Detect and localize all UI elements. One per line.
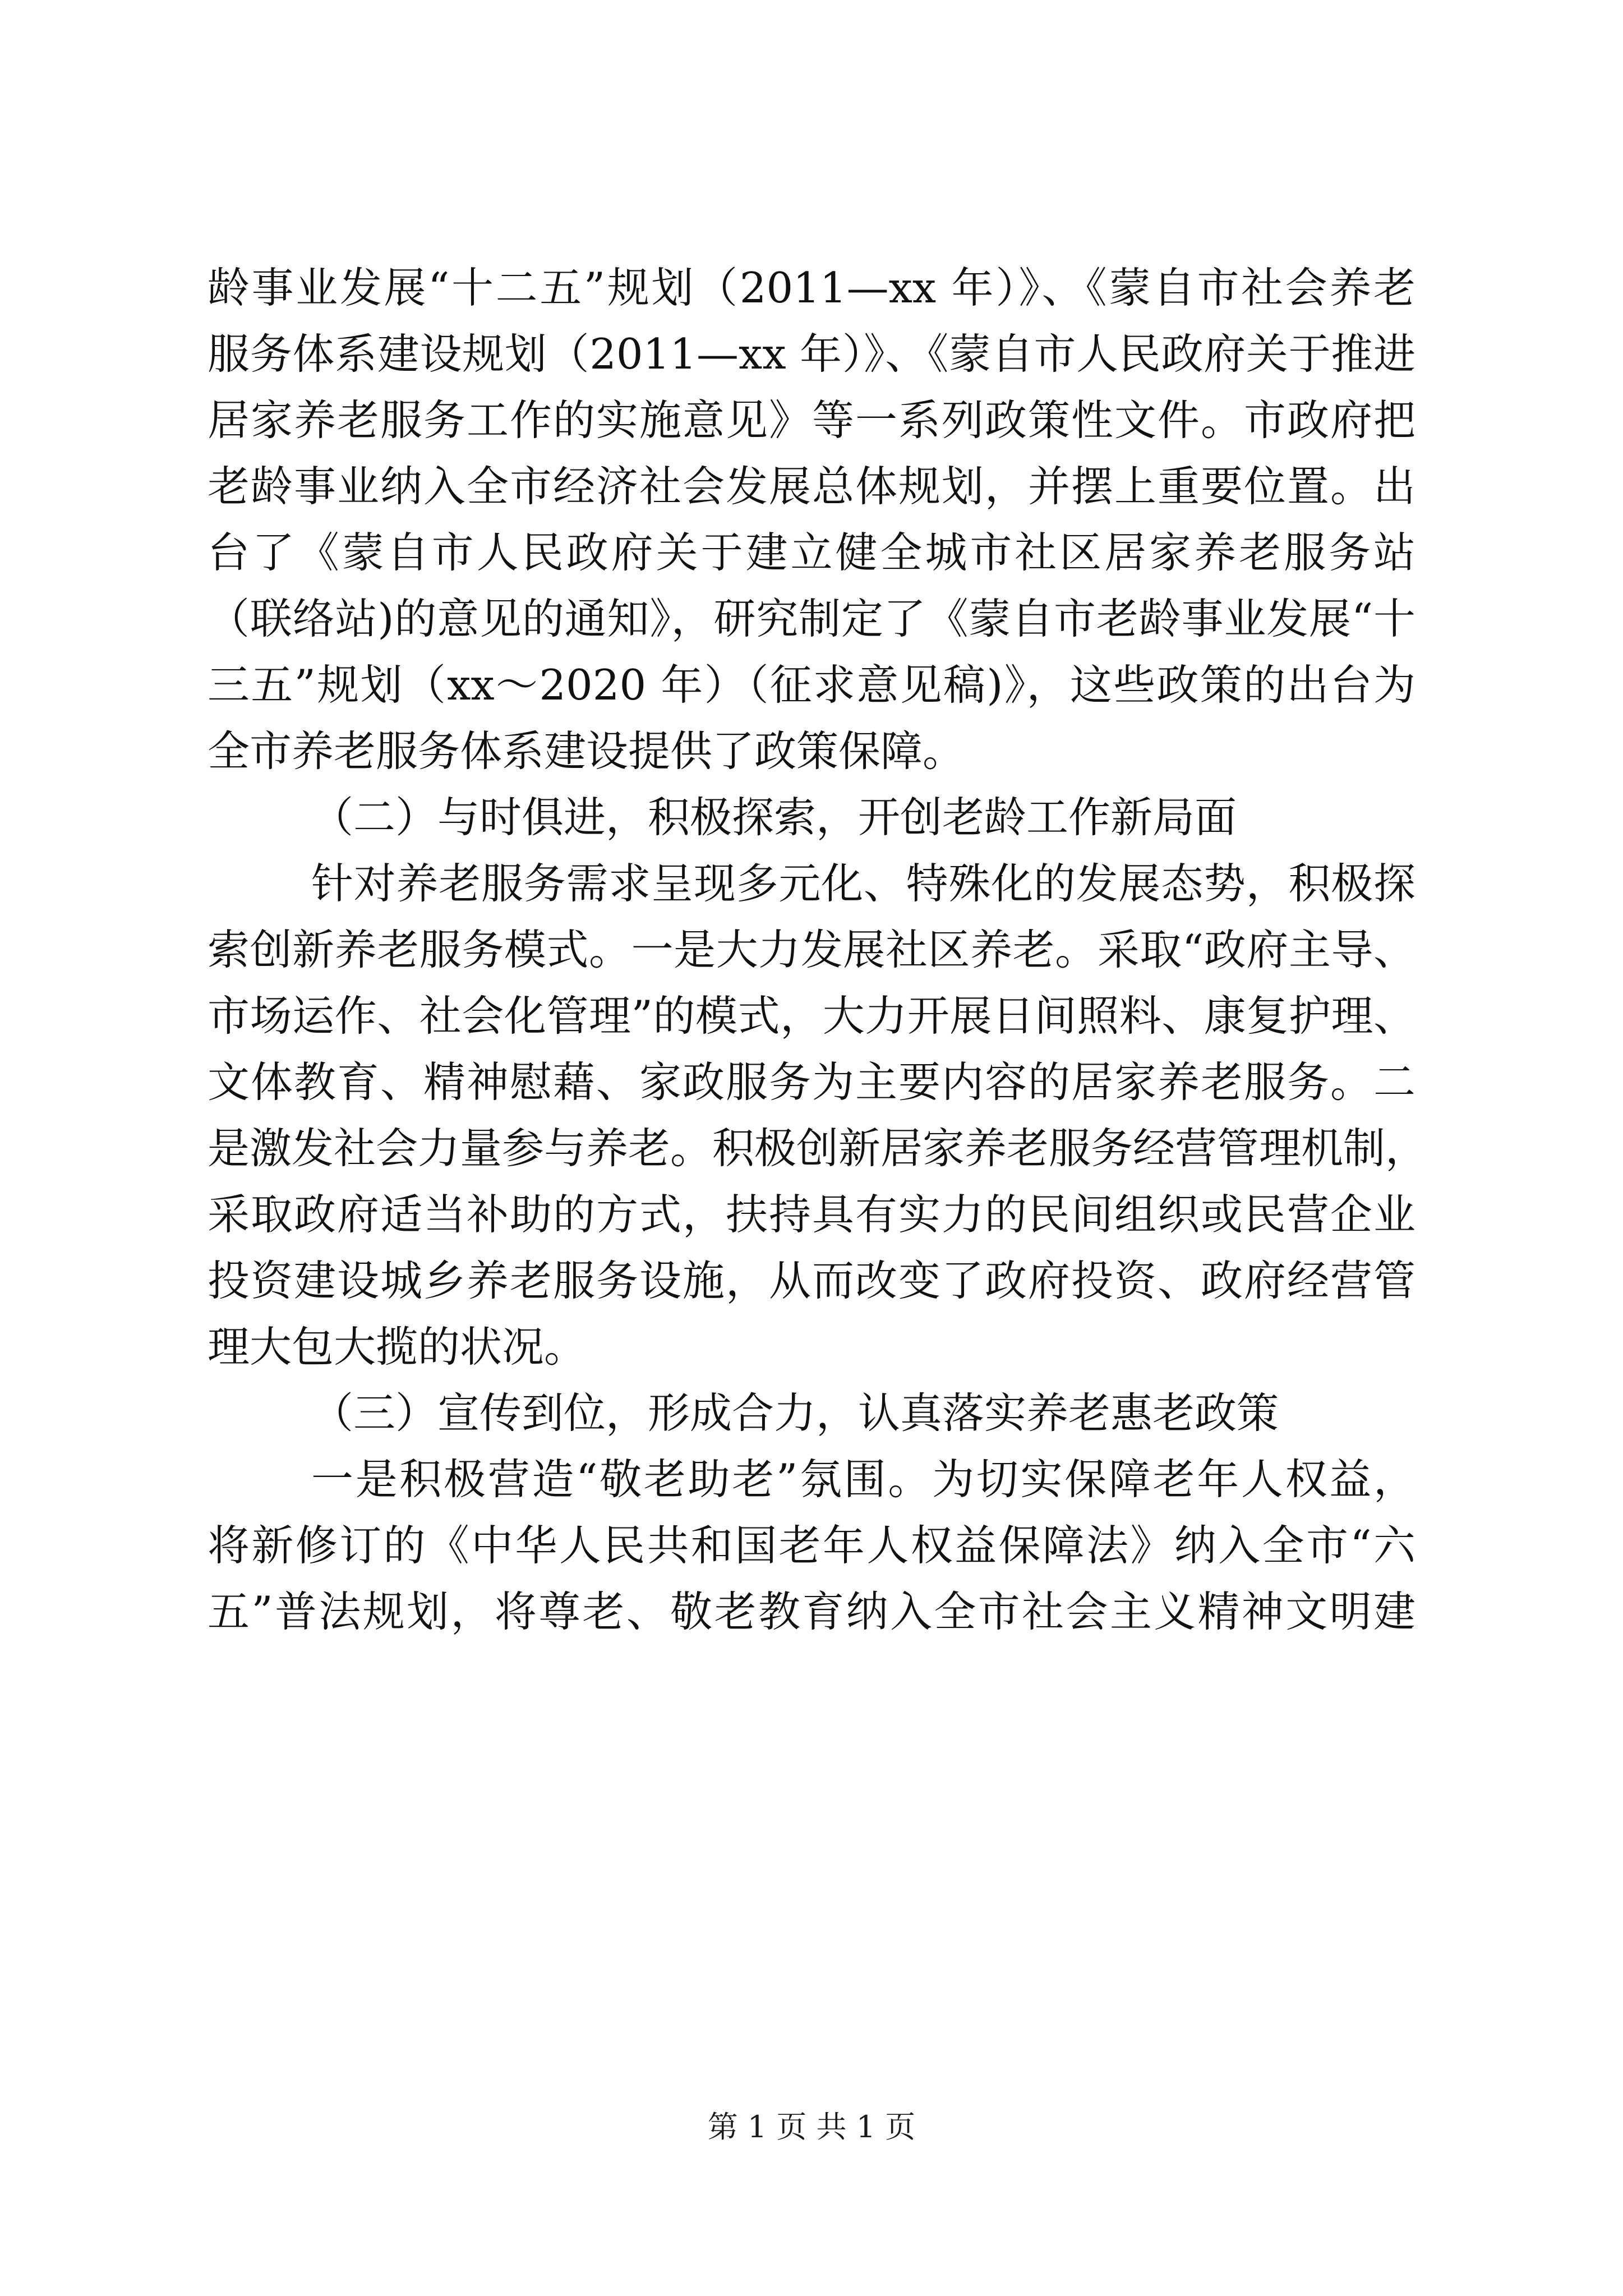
text-line: 文体教育、精神慰藉、家政服务为主要内容的居家养老服务。二	[208, 1057, 1415, 1107]
text-line: 三五”规划（xx～2020 年）（征求意见稿)》，这些政策的出台为	[208, 660, 1415, 710]
text-line: 理大包大揽的状况。	[208, 1322, 587, 1372]
section-heading: （三）宣传到位，形成合力，认真落实养老惠老政策	[311, 1388, 1279, 1438]
text-line: 全市养老服务体系建设提供了政策保障。	[208, 726, 965, 776]
text-line: 居家养老服务工作的实施意见》等一系列政策性文件。市政府把	[208, 395, 1415, 445]
text-line: 一是积极营造“敬老助老”氛围。为切实保障老年人权益，	[311, 1455, 1415, 1504]
text-line: 针对养老服务需求呈现多元化、特殊化的发展态势，积极探	[311, 859, 1415, 908]
text-line: 龄事业发展“十二五”规划（2011—xx 年）》、《蒙自市社会养老	[208, 263, 1415, 312]
text-line: 五”普法规划，将尊老、敬老教育纳入全市社会主义精神文明建	[208, 1587, 1415, 1636]
text-line: 老龄事业纳入全市经济社会发展总体规划，并摆上重要位置。出	[208, 462, 1415, 511]
page-footer: 第 1 页 共 1 页	[707, 2109, 916, 2145]
section-heading: （二）与时俱进，积极探索，开创老龄工作新局面	[311, 793, 1237, 842]
text-line: 服务体系建设规划（2011—xx 年）》、《蒙自市人民政府关于推进	[208, 329, 1415, 379]
text-line: 台了《蒙自市人民政府关于建立健全城市社区居家养老服务站	[208, 528, 1415, 577]
text-line: 将新修订的《中华人民共和国老年人权益保障法》纳入全市“六	[208, 1521, 1415, 1570]
text-line: 市场运作、社会化管理”的模式，大力开展日间照料、康复护理、	[208, 991, 1415, 1041]
text-line: （联络站)的意见的通知》，研究制定了《蒙自市老龄事业发展“十	[208, 594, 1415, 643]
text-line: 投资建设城乡养老服务设施，从而改变了政府投资、政府经营管	[208, 1256, 1415, 1305]
text-line: 是激发社会力量参与养老。积极创新居家养老服务经营管理机制，	[208, 1124, 1428, 1173]
text-line: 采取政府适当补助的方式，扶持具有实力的民间组织或民营企业	[208, 1190, 1415, 1239]
text-line: 索创新养老服务模式。一是大力发展社区养老。采取“政府主导、	[208, 925, 1415, 974]
